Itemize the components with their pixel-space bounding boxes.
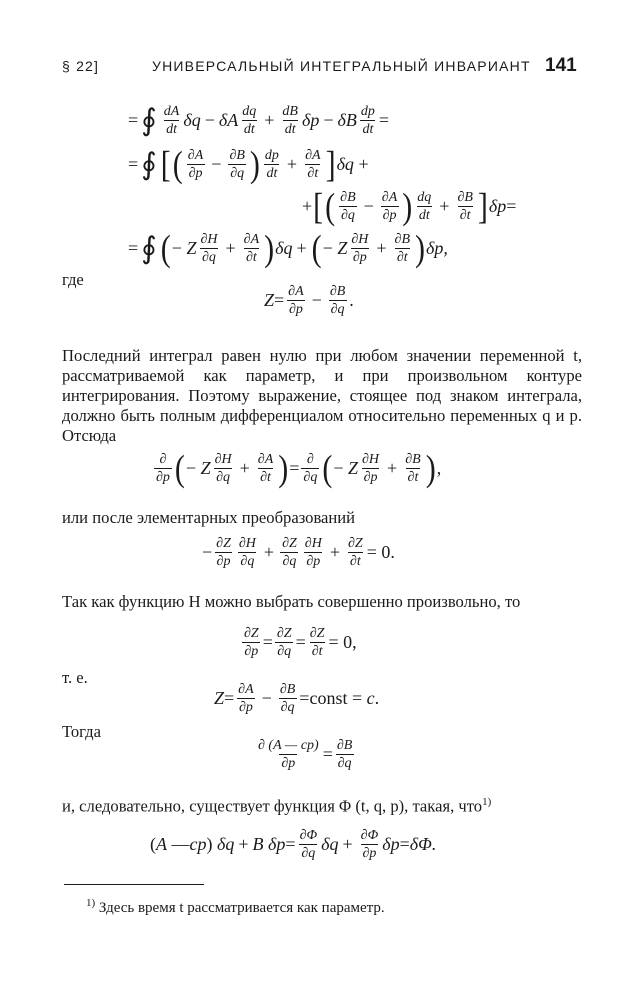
paragraph-3: Так как функцию H можно выбрать совершенно произвольно, то [62, 592, 521, 611]
paragraph-2: или после элементарных преобразований [62, 508, 356, 527]
equation-transformed: − $\frac{\partial Z}{\partial p}$ ∂H ∂q + $\frac{\partial Z}{\partial q}$ ∂H ∂p + $\frac{\partial Z}{\partial t}$ = 0. [202, 536, 395, 569]
const-symbol: const [309, 688, 348, 708]
running-title: УНИВЕРСАЛЬНЫЙ ИНТЕГРАЛЬНЫЙ ИНВАРИАНТ [152, 58, 531, 74]
footnote-divider [64, 884, 204, 885]
equation-cross-derivative: ∂ ∂p ( − Z ∂H ∂q + $\frac{\partial A}{\partial t}$ ) = ∂ ∂q ( − Z ∂H ∂p + $\frac{\partial B}{\partial t}$ ) , [156, 447, 442, 489]
equation-line-2: = ∮ [ ( ∂A ∂p − $\frac{\partial B}{\partial q}$ ) dp dt + $\frac{\partial A}{\partial t}$ ] δq + [128, 143, 369, 185]
equation-final: ( A — cp ) δq + B δp = $\frac{\partial\Phi}{\partial q}$ δq + $\frac{\partial\Phi}{\partial p}$ δp = δΦ. [150, 828, 437, 861]
word-togda: Тогда [62, 722, 101, 741]
equation-line-4: = ∮ ( − Z ∂H ∂q + $\frac{\partial A}{\partial t}$ ) δq + ( − Z ∂H ∂p + $\frac{\partial B}{\partial t}$ ) δp, [128, 227, 448, 269]
footnote-label: 1) [86, 897, 96, 909]
equation-line-3: + [ ( ∂B ∂q − $\frac{\partial A}{\partial p}$ ) dq dt + $\frac{\partial B}{\partial t}$ ] δp = [302, 185, 517, 227]
equation-line-1: = ∮ dA dt δq − δA dq dt + $\frac{dB}{dt}$ δp − δB $\frac{dp}{dt}$ = [128, 103, 390, 137]
word-gde: где [62, 270, 84, 289]
footnote-mark: 1) [482, 796, 492, 808]
equation-partials-zero: $\frac{\partial Z}{\partial p}$ = $\frac{\partial Z}{\partial q}$ = $\frac{\partial Z}{\partial t}$ = 0, [244, 626, 357, 659]
paragraph-4-text: и, следовательно, существует функция Φ (t, q, p), такая, что [62, 796, 483, 816]
word-te: т. е. [62, 668, 88, 687]
c-symbol: c [366, 688, 375, 708]
footnote-text: Здесь время t рассматривается как параметр. [98, 900, 385, 916]
footnote [86, 897, 385, 917]
equation-z-definition: Z = $\frac{\partial A}{\partial p}$ − $\frac{\partial B}{\partial q}$ . [264, 284, 354, 317]
page-number: 141 [545, 55, 577, 76]
equation-a-cp-relation: $\frac{\partial (A — cp)}{\partial p}$ = $\frac{\partial B}{\partial q}$ [258, 738, 353, 771]
paragraph-4 [62, 796, 491, 817]
section-number: § 22] [62, 58, 100, 74]
paragraph-1: Последний интеграл равен нулю при любом значении переменной t, рассматриваемой как параметр, и при произвольном контуре интегрирования. Поэтому выражение, стоящее под знаком интеграла, должно быть полным дифференциалом относительно переменных q и p. Отсюда [62, 346, 582, 445]
equation-z-const: Z = $\frac{\partial A}{\partial p}$ − $\frac{\partial B}{\partial q}$ = const = c . [214, 682, 380, 715]
